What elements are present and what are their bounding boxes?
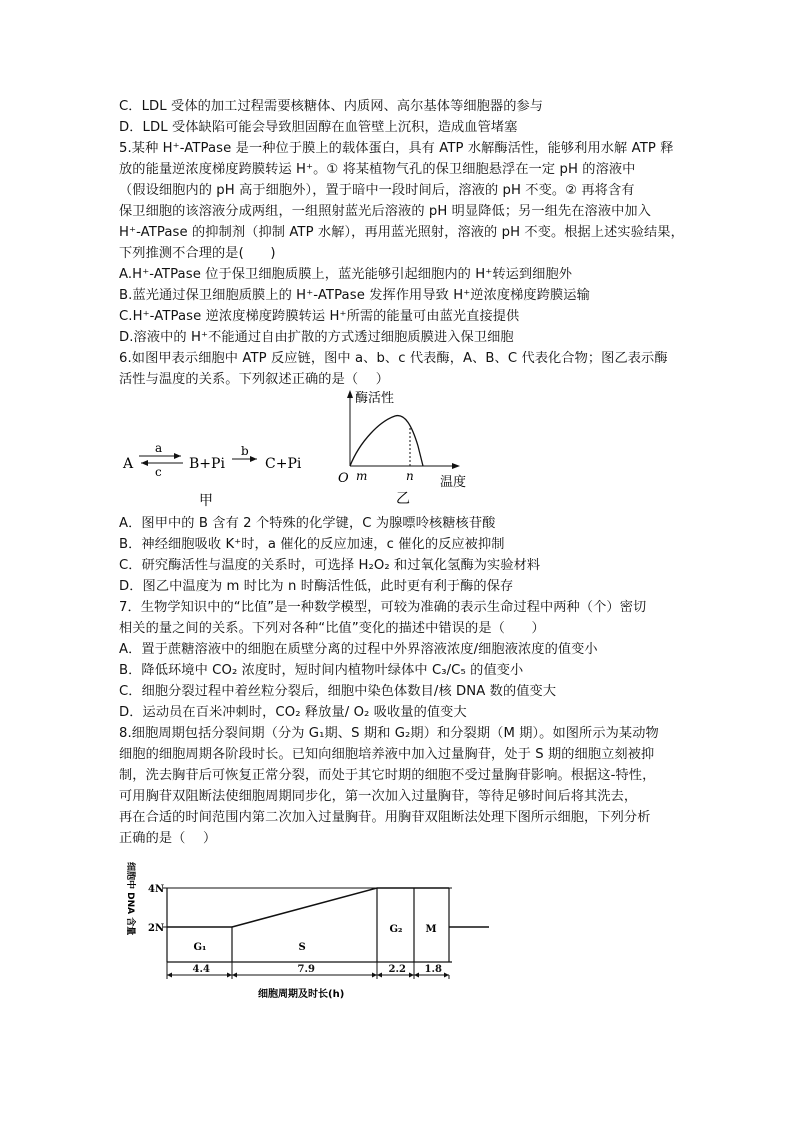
option-d-q5: D.溶液中的 H⁺不能通过自由扩散的方式透过细胞质膜进入保卫细胞	[119, 330, 514, 345]
origin-label: O	[338, 471, 349, 486]
figure-jia-reaction-chain	[115, 430, 315, 510]
duration-label-1: 7.9	[297, 964, 315, 975]
phase-label-3: M	[425, 924, 437, 935]
duration-arrow-right-3	[444, 973, 449, 978]
y-tick-4n: 4N	[148, 884, 165, 895]
duration-label-3: 1.8	[424, 964, 442, 975]
temp-m-label: m	[356, 469, 368, 483]
option-c-q4: C．LDL 受体的加工过程需要核糖体、内质网、高尔基体等细胞器的参与	[119, 99, 544, 114]
option-b-q7: B．降低环境中 CO₂ 浓度时，短时间内植物叶绿体中 C₃/C₅ 的值变小	[119, 663, 524, 678]
x-axis-label: 温度	[440, 475, 467, 490]
option-b-q5: B.蓝光通过保卫细胞质膜上的 H⁺-ATPase 发挥作用导致 H⁺逆浓度梯度跨膜运输	[119, 288, 590, 303]
temp-n-label: n	[406, 469, 414, 483]
question-5-line-5: H⁺-ATPase 的抑制剂（抑制 ATP 水解），再用蓝光照射，溶液的 pH 不变。根据上述实验结果，	[119, 225, 684, 240]
question-5-line-1: 5.某种 H⁺-ATPase 是一种位于膜上的载体蛋白，具有 ATP 水解酶活性，能够利用水解 ATP 释	[119, 141, 674, 156]
phase-label-2: G₂	[389, 924, 403, 935]
dna-line-1	[232, 888, 377, 927]
phase-label-1: S	[298, 942, 306, 953]
compound-c-pi: C+Pi	[265, 456, 302, 472]
question-5-line-2: 放的能量逆浓度梯度跨膜转运 H⁺。① 将某植物气孔的保卫细胞悬浮在一定 pH 的溶液中	[119, 162, 636, 177]
option-b-q6: B．神经细胞吸收 K⁺时，a 催化的反应加速，c 催化的反应被抑制	[119, 537, 505, 552]
option-d-q7: D．运动员在百米冲刺时，CO₂ 释放量/ O₂ 吸收量的值变大	[119, 705, 467, 720]
duration-arrow-left-2	[377, 973, 382, 978]
phase-label-0: G₁	[193, 942, 207, 953]
question-6-line-1: 6.如图甲表示细胞中 ATP 反应链，图中 a、b、c 代表酶，A、B、C 代表化合物；图乙表示酶	[119, 351, 668, 366]
enzyme-activity-curve	[350, 416, 423, 466]
question-5-line-6: 下列推测不合理的是( )	[119, 246, 276, 261]
duration-arrow-right-0	[227, 973, 232, 978]
question-8-line-3: 制，洗去胸苷后可恢复正常分裂，而处于其它时期的细胞不受过量胸苷影响。根据这-特性，	[119, 768, 656, 783]
chart-y-label: 细胞中 DNA 含量	[125, 862, 135, 936]
duration-arrow-left-3	[414, 973, 419, 978]
cell-cycle-dna-chart	[110, 850, 510, 1005]
duration-label-2: 2.2	[388, 964, 406, 975]
duration-arrow-right-1	[372, 973, 377, 978]
duration-arrow-left-1	[232, 973, 237, 978]
figure-yi-caption: 乙	[396, 491, 410, 507]
duration-arrow-left-0	[167, 973, 172, 978]
enzyme-b-label: b	[241, 444, 249, 458]
option-d-q6: D．图乙中温度为 m 时比为 n 时酶活性低，此时更有利于酶的保存	[119, 579, 514, 594]
option-d-q4: D．LDL 受体缺陷可能会导致胆固醇在血管壁上沉积，造成血管堵塞	[119, 120, 518, 135]
compound-b-pi: B+Pi	[189, 456, 225, 472]
option-c-q6: C．研究酶活性与温度的关系时，可选择 H₂O₂ 和过氧化氢酶为实验材料	[119, 558, 541, 573]
duration-label-0: 4.4	[192, 964, 210, 975]
question-5-line-3: （假设细胞内的 pH 高于细胞外），置于暗中一段时间后，溶液的 pH 不变。② 再将含有	[119, 183, 635, 198]
duration-arrow-right-2	[409, 973, 414, 978]
chart-x-label: 细胞周期及时长(h)	[258, 989, 345, 1000]
figure-jia-caption: 甲	[199, 493, 213, 509]
question-7-line-1: 7．生物学知识中的“比值”是一种数学模型，可较为准确的表示生命过程中两种（个）密切	[119, 600, 647, 615]
y-axis-label: 酶活性	[355, 391, 395, 406]
question-8-line-1: 8.细胞周期包括分裂间期（分为 G₁期、S 期和 G₂期）和分裂期（M 期）。如图所示为某动物	[119, 726, 659, 741]
question-8-line-2: 细胞的细胞周期各阶段时长。已知向细胞培养液中加入过量胸苷，处于 S 期的细胞立刻被抑	[119, 747, 655, 762]
option-a-q6: A．图甲中的 B 含有 2 个特殊的化学键，C 为腺嘌呤核糖核苷酸	[119, 516, 496, 531]
question-6-line-2: 活性与温度的关系。下列叙述正确的是（ ）	[119, 372, 390, 387]
option-a-q7: A．置于蔗糖溶液中的细胞在质壁分离的过程中外界溶液浓度/细胞液浓度的值变小	[119, 642, 598, 657]
question-8-line-5: 再在合适的时间范围内第二次加入过量胸苷。用胸苷双阻断法处理下图所示细胞，下列分析	[119, 810, 651, 825]
question-5-line-4: 保卫细胞的该溶液分成两组，一组照射蓝光后溶液的 pH 明显降低；另一组先在溶液中加入	[119, 204, 651, 219]
enzyme-c-label: c	[155, 465, 162, 479]
figure-yi-enzyme-curve	[330, 386, 480, 511]
question-7-line-2: 相关的量之间的关系。下列对各种“比值”变化的描述中错误的是（ ）	[119, 621, 545, 636]
compound-a: A	[123, 456, 134, 472]
option-c-q5: C.H⁺-ATPase 逆浓度梯度跨膜转运 H⁺所需的能量可由蓝光直接提供	[119, 309, 520, 324]
y-tick-2n: 2N	[148, 923, 165, 934]
enzyme-a-label: a	[155, 441, 163, 455]
option-c-q7: C．细胞分裂过程中着丝粒分裂后，细胞中染色体数目/核 DNA 数的值变大	[119, 684, 557, 699]
question-8-line-6: 正确的是（ ）	[119, 831, 217, 846]
option-a-q5: A.H⁺-ATPase 位于保卫细胞质膜上，蓝光能够引起细胞内的 H⁺转运到细胞外	[119, 267, 573, 282]
question-8-line-4: 可用胸苷双阻断法使细胞周期同步化，第一次加入过量胸苷，等待足够时间后将其洗去，	[119, 789, 638, 804]
